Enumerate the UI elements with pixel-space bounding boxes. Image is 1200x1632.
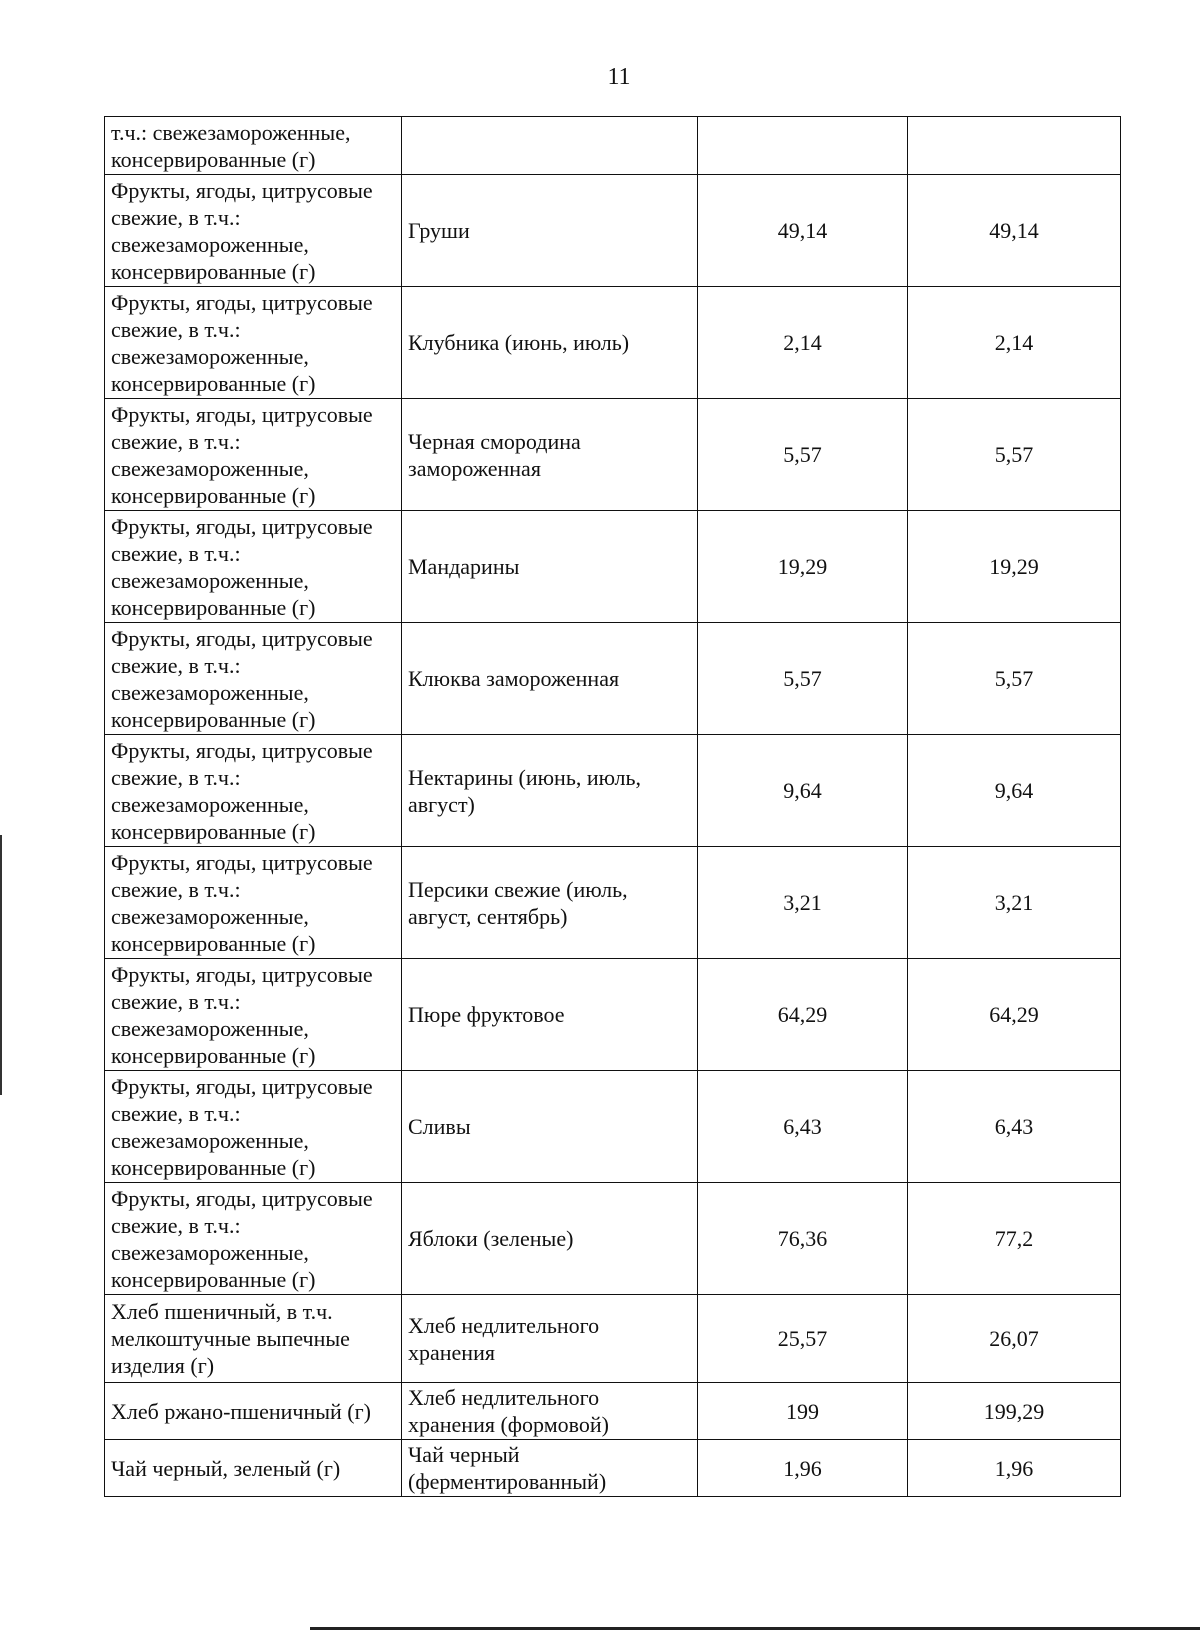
- table-row: [105, 1071, 1121, 1183]
- category-cell: Фрукты, ягоды, цитрусовые свежие, в т.ч.: свежезамороженные, консервированные (г): [105, 287, 402, 399]
- value2-cell: [908, 117, 1121, 175]
- product-cell: Чай черный (ферментированный): [402, 1440, 698, 1497]
- product-cell: Мандарины: [402, 511, 698, 623]
- category-cell: Фрукты, ягоды, цитрусовые свежие, в т.ч.: свежезамороженные, консервированные (г): [105, 847, 402, 959]
- category-cell: Фрукты, ягоды, цитрусовые свежие, в т.ч.: свежезамороженные, консервированные (г): [105, 1183, 402, 1295]
- value1-cell: 19,29: [698, 511, 908, 623]
- category-cell: Хлеб ржано-пшеничный (г): [105, 1383, 402, 1440]
- value2-cell: 2,14: [908, 287, 1121, 399]
- value1-cell: 6,43: [698, 1071, 908, 1183]
- value1-cell: 5,57: [698, 399, 908, 511]
- value2-cell: 9,64: [908, 735, 1121, 847]
- category-cell: Фрукты, ягоды, цитрусовые свежие, в т.ч.: свежезамороженные, консервированные (г): [105, 399, 402, 511]
- value1-cell: 49,14: [698, 175, 908, 287]
- product-cell: Пюре фруктовое: [402, 959, 698, 1071]
- table-row: [105, 735, 1121, 847]
- value1-cell: 64,29: [698, 959, 908, 1071]
- product-cell: Черная смородина замороженная: [402, 399, 698, 511]
- value2-cell: 1,96: [908, 1440, 1121, 1497]
- product-cell: Персики свежие (июль, август, сентябрь): [402, 847, 698, 959]
- category-cell: Чай черный, зеленый (г): [105, 1440, 402, 1497]
- product-cell: Хлеб недлительного хранения (формовой): [402, 1383, 698, 1440]
- scan-bottom-line: [310, 1627, 1200, 1630]
- product-cell: Груши: [402, 175, 698, 287]
- value1-cell: 9,64: [698, 735, 908, 847]
- category-cell: Хлеб пшеничный, в т.ч. мелкоштучные выпечные изделия (г): [105, 1295, 402, 1383]
- table-row: [105, 1383, 1121, 1440]
- table-row: [105, 623, 1121, 735]
- value2-cell: 199,29: [908, 1383, 1121, 1440]
- table-row: [105, 1440, 1121, 1497]
- table-row: [105, 287, 1121, 399]
- table-row: [105, 1295, 1121, 1383]
- category-cell: т.ч.: свежезамороженные, консервированные (г): [105, 117, 402, 175]
- value1-cell: 2,14: [698, 287, 908, 399]
- value1-cell: [698, 117, 908, 175]
- product-cell: Нектарины (июнь, июль, август): [402, 735, 698, 847]
- value2-cell: 49,14: [908, 175, 1121, 287]
- category-cell: Фрукты, ягоды, цитрусовые свежие, в т.ч.: свежезамороженные, консервированные (г): [105, 959, 402, 1071]
- table-row: [105, 117, 1121, 175]
- product-cell: Клюква замороженная: [402, 623, 698, 735]
- value2-cell: 19,29: [908, 511, 1121, 623]
- category-cell: Фрукты, ягоды, цитрусовые свежие, в т.ч.: свежезамороженные, консервированные (г): [105, 175, 402, 287]
- value1-cell: 76,36: [698, 1183, 908, 1295]
- table-row: [105, 1183, 1121, 1295]
- table-row: [105, 175, 1121, 287]
- value1-cell: 3,21: [698, 847, 908, 959]
- product-cell: Яблоки (зеленые): [402, 1183, 698, 1295]
- value2-cell: 3,21: [908, 847, 1121, 959]
- value1-cell: 5,57: [698, 623, 908, 735]
- category-cell: Фрукты, ягоды, цитрусовые свежие, в т.ч.: свежезамороженные, консервированные (г): [105, 1071, 402, 1183]
- nutrition-norms-table: [104, 116, 1121, 1497]
- table-row: [105, 511, 1121, 623]
- table-row: [105, 959, 1121, 1071]
- page-number: 11: [607, 64, 631, 90]
- product-cell: Клубника (июнь, июль): [402, 287, 698, 399]
- value2-cell: 77,2: [908, 1183, 1121, 1295]
- value2-cell: 5,57: [908, 623, 1121, 735]
- table-row: [105, 399, 1121, 511]
- table-row: [105, 847, 1121, 959]
- product-cell: Хлеб недлительного хранения: [402, 1295, 698, 1383]
- value1-cell: 1,96: [698, 1440, 908, 1497]
- value2-cell: 5,57: [908, 399, 1121, 511]
- category-cell: Фрукты, ягоды, цитрусовые свежие, в т.ч.: свежезамороженные, консервированные (г): [105, 623, 402, 735]
- value1-cell: 25,57: [698, 1295, 908, 1383]
- value2-cell: 6,43: [908, 1071, 1121, 1183]
- value2-cell: 26,07: [908, 1295, 1121, 1383]
- category-cell: Фрукты, ягоды, цитрусовые свежие, в т.ч.: свежезамороженные, консервированные (г): [105, 735, 402, 847]
- product-cell: [402, 117, 698, 175]
- category-cell: Фрукты, ягоды, цитрусовые свежие, в т.ч.: свежезамороженные, консервированные (г): [105, 511, 402, 623]
- value2-cell: 64,29: [908, 959, 1121, 1071]
- value1-cell: 199: [698, 1383, 908, 1440]
- scan-edge-artifact: [0, 835, 2, 1095]
- product-cell: Сливы: [402, 1071, 698, 1183]
